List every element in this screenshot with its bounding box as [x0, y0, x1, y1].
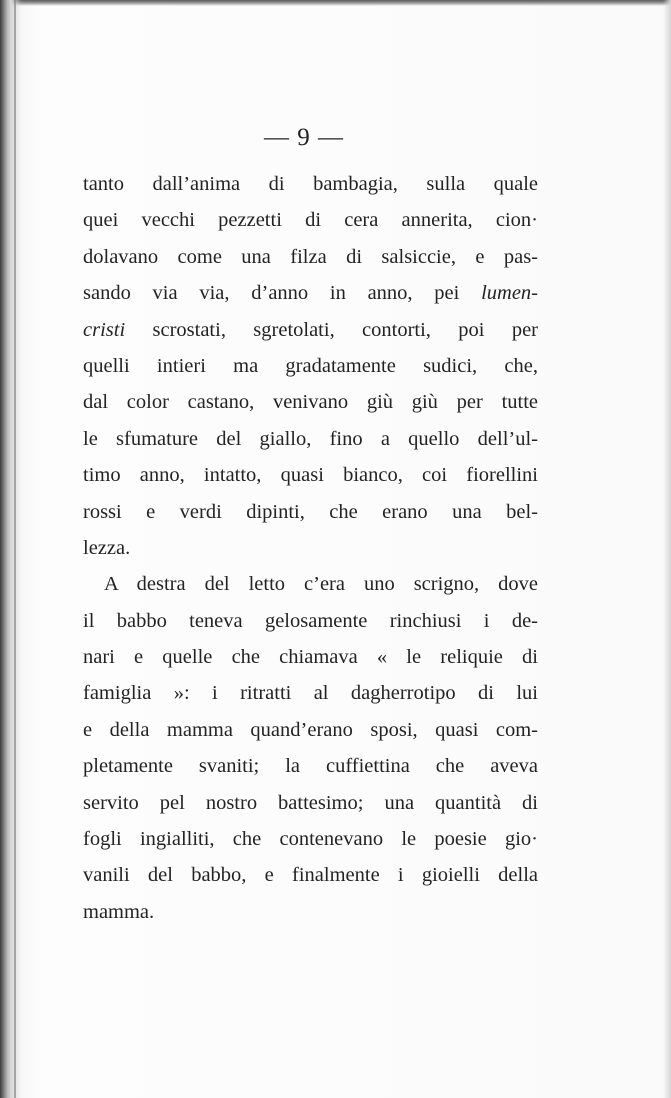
page-binding-shadow [0, 0, 22, 1098]
text-segment: vanili del babbo, e finalmente i gioielli della [83, 864, 538, 887]
text-line [83, 675, 538, 711]
text-segment: quei vecchi pezzetti di cera annerita, cion· [83, 209, 538, 232]
text-line [83, 166, 538, 202]
italic-text-segment: cristi [83, 318, 126, 341]
text-line [83, 748, 538, 784]
text-line [83, 530, 538, 566]
text-line [83, 603, 538, 639]
page-right-edge-shadow [663, 0, 671, 1098]
text-segment: pletamente svaniti; la cuffiettina che aveva [83, 755, 538, 778]
text-segment: dal color castano, venivano giù giù per tutte [83, 391, 538, 414]
text-line [83, 712, 538, 748]
text-segment: il babbo teneva gelosamente rinchiusi i de- [83, 609, 538, 632]
text-segment: servito pel nostro battesimo; una quantità di [83, 791, 538, 814]
italic-text-segment: lumen- [481, 282, 538, 305]
text-segment: le sfumature del giallo, fino a quello dell’ul- [83, 427, 538, 450]
text-segment: timo anno, intatto, quasi bianco, coi fiorellini [83, 464, 538, 487]
text-line [83, 857, 538, 893]
text-segment: lezza. [83, 536, 131, 559]
text-segment: mamma. [83, 900, 155, 923]
text-line [83, 639, 538, 675]
text-line [83, 785, 538, 821]
text-line [83, 275, 538, 311]
text-line [83, 312, 538, 348]
text-line [83, 348, 538, 384]
page-top-edge-shadow [0, 0, 671, 6]
text-segment: famiglia »: i ritratti al dagherrotipo di lui [83, 682, 538, 705]
text-segment: quelli intieri ma gradatamente sudici, che, [83, 354, 538, 377]
text-line [83, 457, 538, 493]
text-segment: e della mamma quand’erano sposi, quasi com- [83, 718, 538, 741]
text-segment: nari e quelle che chiamava « le reliquie di [83, 646, 538, 669]
text-segment: dolavano come una filza di salsiccie, e pas- [83, 245, 538, 268]
page-number: — 9 — [264, 124, 344, 151]
text-line [83, 894, 538, 930]
text-segment: scrostati, sgretolati, contorti, poi per [125, 318, 538, 341]
page-binding-line [14, 0, 16, 1098]
text-line [83, 566, 538, 602]
text-line [83, 202, 538, 238]
text-segment: fogli ingialliti, che contenevano le poesie gio· [83, 828, 538, 851]
text-segment: tanto dall’anima di bambagia, sulla quale [83, 173, 538, 195]
text-segment: A destra del letto c’era uno scrigno, dove [104, 573, 538, 596]
text-line [83, 384, 538, 420]
body-text [83, 166, 538, 930]
text-line [83, 239, 538, 275]
text-segment: rossi e verdi dipinti, che erano una bel- [83, 500, 538, 523]
text-line [83, 821, 538, 857]
text-segment: sando via via, d’anno in anno, pei [83, 282, 482, 305]
text-line [83, 494, 538, 530]
text-line [83, 421, 538, 457]
